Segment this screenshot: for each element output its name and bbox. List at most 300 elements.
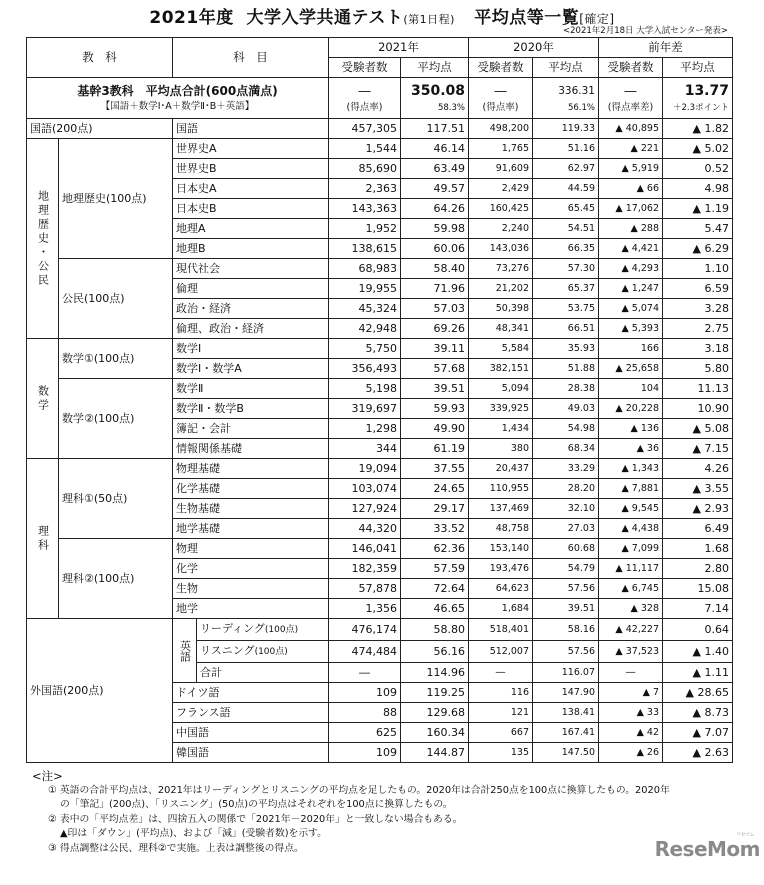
dash: ― — [358, 84, 371, 98]
subject-name: 倫理 — [176, 282, 198, 295]
examinees-2020-cell: 160,425 — [469, 199, 533, 219]
examinees-2020-cell: 5,584 — [469, 339, 533, 359]
examinees-2020-cell: 1,684 — [469, 599, 533, 619]
examinees-diff-cell: ▲ 5,393 — [599, 319, 663, 339]
average-2021-cell: 60.06 — [401, 239, 469, 259]
examinees-2020-cell: 143,036 — [469, 239, 533, 259]
group-chireki-koumin: 地理歴史・公民 — [27, 139, 59, 339]
header-average-2021: 平均点 — [401, 58, 469, 78]
rate-diff-label: (得点率差) — [607, 102, 654, 113]
examinees-diff-cell: ▲ 7 — [599, 683, 663, 703]
header-diff: 前年差 — [599, 38, 733, 58]
group-kokugo: 国語(200点) — [27, 119, 173, 139]
subject-cell — [173, 419, 329, 439]
table-row — [27, 139, 733, 159]
average-diff-cell: ▲ 3.55 — [663, 479, 733, 499]
subject-name: リーディング — [200, 622, 265, 635]
subject-cell — [197, 663, 329, 683]
average-2020-cell: 138.41 — [533, 703, 599, 723]
examinees-diff-cell: ▲ 20,228 — [599, 399, 663, 419]
title-year: 2021年度 — [149, 8, 234, 28]
examinees-diff-cell: ▲ 136 — [599, 419, 663, 439]
table-row — [27, 539, 733, 559]
examinees-2020-cell: 110,955 — [469, 479, 533, 499]
subject-name: 中国語 — [176, 726, 209, 739]
examinees-2021-cell: 344 — [329, 439, 401, 459]
examinees-2021-cell: 68,983 — [329, 259, 401, 279]
header-examinees-diff: 受験者数 — [599, 58, 663, 78]
examinees-diff-cell: ▲ 66 — [599, 179, 663, 199]
examinees-2020-cell: 2,429 — [469, 179, 533, 199]
notes — [32, 769, 670, 856]
subject-name: 数学Ⅱ・数学B — [176, 402, 244, 415]
average-diff-cell: 1.10 — [663, 259, 733, 279]
examinees-2020-cell: 518,401 — [469, 619, 533, 641]
subject-name: 化学 — [176, 562, 198, 575]
subject-name: ドイツ語 — [176, 686, 220, 699]
average-2020-cell: 27.03 — [533, 519, 599, 539]
kikan-avg-2021 — [401, 78, 469, 119]
average-2021-cell: 49.57 — [401, 179, 469, 199]
examinees-diff-cell: ▲ 17,062 — [599, 199, 663, 219]
title-day: (第1日程) — [403, 13, 455, 26]
subject-cell — [173, 339, 329, 359]
examinees-2021-cell: 625 — [329, 723, 401, 743]
average-2021-cell: 129.68 — [401, 703, 469, 723]
average-2020-cell: 68.34 — [533, 439, 599, 459]
average-2021-cell: 144.87 — [401, 743, 469, 763]
average-2020-cell: 54.98 — [533, 419, 599, 439]
subject-cell — [173, 199, 329, 219]
note-2b: ▲印は「ダウン」(平均点)、および「減」(受験者数)を示す。 — [60, 828, 327, 839]
subject-cell — [173, 319, 329, 339]
resemom-logo — [654, 832, 760, 861]
subject-cell — [173, 279, 329, 299]
examinees-diff-cell: ▲ 5,074 — [599, 299, 663, 319]
header-average-diff: 平均点 — [663, 58, 733, 78]
average-diff-cell: 15.08 — [663, 579, 733, 599]
header-kamoku: 科 目 — [173, 38, 329, 78]
average-2020-cell: 66.35 — [533, 239, 599, 259]
examinees-2020-cell: 137,469 — [469, 499, 533, 519]
average-diff-cell: 10.90 — [663, 399, 733, 419]
subject-name: 簿記・会計 — [176, 422, 231, 435]
examinees-diff-cell: ▲ 1,343 — [599, 459, 663, 479]
examinees-diff-cell: ▲ 37,523 — [599, 641, 663, 663]
subject-name: リスニング — [200, 644, 255, 657]
average-2020-cell: 62.97 — [533, 159, 599, 179]
average-2021-cell: 46.65 — [401, 599, 469, 619]
average-2020-cell: 147.90 — [533, 683, 599, 703]
title-sub: 平均点等一覧 — [474, 8, 580, 28]
average-2021-cell: 117.51 — [401, 119, 469, 139]
rate-label: (得点率) — [482, 102, 519, 113]
average-2021-cell: 59.93 — [401, 399, 469, 419]
subject-cell — [173, 359, 329, 379]
header-kyoka: 教 科 — [27, 38, 173, 78]
average-2020-cell: 35.93 — [533, 339, 599, 359]
examinees-2021-cell: 1,298 — [329, 419, 401, 439]
subject-name: 数学Ⅰ — [176, 342, 202, 355]
average-diff-cell: 1.68 — [663, 539, 733, 559]
subject-cell — [173, 703, 329, 723]
subject-cell — [173, 599, 329, 619]
subject-cell — [173, 399, 329, 419]
examinees-2021-cell: 42,948 — [329, 319, 401, 339]
average-2021-cell: 56.16 — [401, 641, 469, 663]
subject-cell — [173, 259, 329, 279]
header-row-1 — [27, 38, 733, 58]
average-2020-cell: 57.56 — [533, 641, 599, 663]
subject-name: 世界史B — [176, 162, 217, 175]
examinees-diff-cell: ▲ 11,117 — [599, 559, 663, 579]
average-2020-cell: 49.03 — [533, 399, 599, 419]
subject-name: フランス語 — [176, 706, 231, 719]
average-2020-cell: 54.51 — [533, 219, 599, 239]
table-row — [27, 339, 733, 359]
table-row — [27, 459, 733, 479]
average-2020-cell: 147.50 — [533, 743, 599, 763]
examinees-2020-cell: 73,276 — [469, 259, 533, 279]
examinees-2021-cell: ― — [329, 663, 401, 683]
title-main: 大学入学共通テスト — [246, 8, 404, 28]
examinees-diff-cell: ― — [599, 663, 663, 683]
average-2021-cell: 57.03 — [401, 299, 469, 319]
examinees-diff-cell: ▲ 25,658 — [599, 359, 663, 379]
average-diff-cell: 0.52 — [663, 159, 733, 179]
kikan-examinees-2021 — [329, 78, 401, 119]
examinees-2020-cell: 20,437 — [469, 459, 533, 479]
examinees-2021-cell: 5,750 — [329, 339, 401, 359]
examinees-diff-cell: ▲ 9,545 — [599, 499, 663, 519]
examinees-diff-cell: ▲ 36 — [599, 439, 663, 459]
group-koumin: 公民(100点) — [59, 259, 173, 339]
examinees-2021-cell: 146,041 — [329, 539, 401, 559]
average-diff-cell: 7.14 — [663, 599, 733, 619]
kikan-rate-2020: 56.1% — [567, 103, 595, 113]
examinees-2021-cell: 19,094 — [329, 459, 401, 479]
note-3: ③ 得点調整は公民、理科②で実施。上表は調整後の得点。 — [48, 842, 304, 854]
examinees-diff-cell: ▲ 33 — [599, 703, 663, 723]
subject-name: 物理 — [176, 542, 198, 555]
average-diff-cell: ▲ 2.63 — [663, 743, 733, 763]
average-2020-cell: 51.16 — [533, 139, 599, 159]
table-row — [27, 619, 733, 641]
kikan-avg-diff-value: 13.77 — [684, 83, 729, 99]
average-2021-cell: 71.96 — [401, 279, 469, 299]
subject-cell — [173, 139, 329, 159]
average-diff-cell: ▲ 8.73 — [663, 703, 733, 723]
logo-ruby: リセマム — [736, 832, 754, 838]
average-2021-cell: 37.55 — [401, 459, 469, 479]
average-2020-cell: 28.38 — [533, 379, 599, 399]
average-diff-cell: ▲ 1.40 — [663, 641, 733, 663]
average-score-table — [26, 37, 733, 763]
subject-name: 合計 — [200, 666, 222, 679]
examinees-2021-cell: 356,493 — [329, 359, 401, 379]
header-average-2020: 平均点 — [533, 58, 599, 78]
group-rika1: 理科①(50点) — [59, 459, 173, 539]
average-2020-cell: 119.33 — [533, 119, 599, 139]
subject-name: 日本史A — [176, 182, 217, 195]
average-2021-cell: 24.65 — [401, 479, 469, 499]
dash: ― — [624, 84, 637, 98]
average-2021-cell: 62.36 — [401, 539, 469, 559]
examinees-2020-cell: 1,765 — [469, 139, 533, 159]
examinees-2021-cell: 476,174 — [329, 619, 401, 641]
examinees-2021-cell: 182,359 — [329, 559, 401, 579]
subject-cell — [173, 559, 329, 579]
note-2a: ② 表中の「平均点差」は、四捨五入の関係で「2021年－2020年」と一致しない場合もある。 — [48, 813, 463, 825]
header-examinees-2021: 受験者数 — [329, 58, 401, 78]
examinees-2020-cell: 21,202 — [469, 279, 533, 299]
average-2020-cell: 44.59 — [533, 179, 599, 199]
average-diff-cell: 6.49 — [663, 519, 733, 539]
average-diff-cell: 2.80 — [663, 559, 733, 579]
average-diff-cell: 3.28 — [663, 299, 733, 319]
average-diff-cell: ▲ 5.08 — [663, 419, 733, 439]
examinees-diff-cell: 166 — [599, 339, 663, 359]
group-chireki: 地理歴史(100点) — [59, 139, 173, 259]
average-2020-cell: 54.79 — [533, 559, 599, 579]
average-diff-cell: ▲ 7.15 — [663, 439, 733, 459]
subject-name: 国語 — [176, 122, 198, 135]
examinees-2021-cell: 45,324 — [329, 299, 401, 319]
average-2020-cell: 51.88 — [533, 359, 599, 379]
subject-name: 数学Ⅱ — [176, 382, 204, 395]
examinees-2021-cell: 143,363 — [329, 199, 401, 219]
average-2020-cell: 167.41 — [533, 723, 599, 743]
average-2021-cell: 39.11 — [401, 339, 469, 359]
group-rika: 理科 — [27, 459, 59, 619]
examinees-diff-cell: ▲ 42,227 — [599, 619, 663, 641]
examinees-2021-cell: 85,690 — [329, 159, 401, 179]
examinees-2020-cell: 121 — [469, 703, 533, 723]
average-diff-cell: 5.47 — [663, 219, 733, 239]
average-2021-cell: 64.26 — [401, 199, 469, 219]
examinees-2020-cell: 2,240 — [469, 219, 533, 239]
examinees-2020-cell: 91,609 — [469, 159, 533, 179]
average-2021-cell: 49.90 — [401, 419, 469, 439]
examinees-diff-cell: ▲ 328 — [599, 599, 663, 619]
subject-cell — [173, 239, 329, 259]
subject-name: 現代社会 — [176, 262, 220, 275]
examinees-diff-cell: ▲ 7,881 — [599, 479, 663, 499]
subject-name: 化学基礎 — [176, 482, 220, 495]
group-sugaku2: 数学②(100点) — [59, 379, 173, 459]
average-2020-cell: 53.75 — [533, 299, 599, 319]
subject-name: 日本史B — [176, 202, 217, 215]
average-2020-cell: 65.37 — [533, 279, 599, 299]
examinees-diff-cell: ▲ 288 — [599, 219, 663, 239]
examinees-diff-cell: ▲ 6,745 — [599, 579, 663, 599]
average-2020-cell: 116.07 — [533, 663, 599, 683]
average-diff-cell: ▲ 1.11 — [663, 663, 733, 683]
average-2020-cell: 58.16 — [533, 619, 599, 641]
subject-points: (100点) — [254, 647, 288, 657]
examinees-2021-cell: 474,484 — [329, 641, 401, 663]
examinees-2020-cell: 498,200 — [469, 119, 533, 139]
note-1a: ① 英語の合計平均点は、2021年はリーディングとリスニングの平均点を足したもの。2020年は合計250点を100点に換算したもの。2020年 — [48, 784, 670, 796]
subject-name: 政治・経済 — [176, 302, 231, 315]
average-2021-cell: 39.51 — [401, 379, 469, 399]
examinees-diff-cell: 104 — [599, 379, 663, 399]
subject-name: 地学基礎 — [176, 522, 220, 535]
average-diff-cell: ▲ 1.19 — [663, 199, 733, 219]
examinees-2020-cell: 64,623 — [469, 579, 533, 599]
examinees-2020-cell: 135 — [469, 743, 533, 763]
examinees-diff-cell: ▲ 26 — [599, 743, 663, 763]
table-row — [27, 119, 733, 139]
average-diff-cell: 11.13 — [663, 379, 733, 399]
average-2021-cell: 119.25 — [401, 683, 469, 703]
examinees-2020-cell: 153,140 — [469, 539, 533, 559]
average-2021-cell: 57.68 — [401, 359, 469, 379]
subject-cell — [173, 219, 329, 239]
average-2020-cell: 60.68 — [533, 539, 599, 559]
examinees-2021-cell: 103,074 — [329, 479, 401, 499]
average-diff-cell: 3.18 — [663, 339, 733, 359]
subject-name: 地学 — [176, 602, 198, 615]
examinees-diff-cell: ▲ 1,247 — [599, 279, 663, 299]
examinees-diff-cell: ▲ 40,895 — [599, 119, 663, 139]
subject-name: 情報関係基礎 — [176, 442, 242, 455]
examinees-diff-cell: ▲ 42 — [599, 723, 663, 743]
examinees-2020-cell: 512,007 — [469, 641, 533, 663]
examinees-2021-cell: 138,615 — [329, 239, 401, 259]
average-diff-cell: ▲ 1.82 — [663, 119, 733, 139]
source-note: <2021年2月18日 大学入試センター発表> — [563, 26, 728, 36]
examinees-2021-cell: 1,952 — [329, 219, 401, 239]
examinees-2020-cell: 50,398 — [469, 299, 533, 319]
average-diff-cell: ▲ 2.93 — [663, 499, 733, 519]
dash: ― — [494, 84, 507, 98]
average-2021-cell: 58.80 — [401, 619, 469, 641]
average-diff-cell: 6.59 — [663, 279, 733, 299]
examinees-2021-cell: 1,544 — [329, 139, 401, 159]
average-2020-cell: 57.30 — [533, 259, 599, 279]
average-diff-cell: 2.75 — [663, 319, 733, 339]
kikan-examinees-diff — [599, 78, 663, 119]
header-examinees-2020: 受験者数 — [469, 58, 533, 78]
examinees-diff-cell: ▲ 4,293 — [599, 259, 663, 279]
examinees-2020-cell: 116 — [469, 683, 533, 703]
average-diff-cell: ▲ 6.29 — [663, 239, 733, 259]
kikan-row — [27, 78, 733, 119]
examinees-2021-cell: 319,697 — [329, 399, 401, 419]
group-sugaku1: 数学①(100点) — [59, 339, 173, 379]
header-2020: 2020年 — [469, 38, 599, 58]
average-diff-cell: ▲ 28.65 — [663, 683, 733, 703]
average-2020-cell: 32.10 — [533, 499, 599, 519]
examinees-2021-cell: 127,924 — [329, 499, 401, 519]
average-2021-cell: 57.59 — [401, 559, 469, 579]
subject-cell — [173, 159, 329, 179]
subject-name: 世界史A — [176, 142, 217, 155]
group-rika2: 理科②(100点) — [59, 539, 173, 619]
kikan-subtitle: 【国語＋数学Ⅰ･A＋数学Ⅱ･B＋英語】 — [100, 101, 255, 112]
table-row — [27, 379, 733, 399]
subject-name: 地理A — [176, 222, 206, 235]
average-2021-cell: 72.64 — [401, 579, 469, 599]
subject-cell — [173, 439, 329, 459]
subject-name: 韓国語 — [176, 746, 209, 759]
subject-cell — [197, 619, 329, 641]
average-2021-cell: 58.40 — [401, 259, 469, 279]
average-diff-cell: 4.26 — [663, 459, 733, 479]
note-1b: の「筆記」(200点)、「リスニング」(50点)の平均点はそれぞれを100点に換算したもの。 — [60, 799, 453, 810]
average-2021-cell: 59.98 — [401, 219, 469, 239]
subject-cell — [173, 299, 329, 319]
group-gaikokugo: 外国語(200点) — [27, 619, 173, 763]
examinees-2021-cell: 5,198 — [329, 379, 401, 399]
average-2021-cell: 29.17 — [401, 499, 469, 519]
subject-cell — [173, 579, 329, 599]
kikan-avg-2021-value: 350.08 — [410, 83, 465, 99]
examinees-2020-cell: 1,434 — [469, 419, 533, 439]
average-2021-cell: 46.14 — [401, 139, 469, 159]
examinees-diff-cell: ▲ 4,438 — [599, 519, 663, 539]
kikan-avg-2020-value: 336.31 — [558, 85, 595, 97]
subject-name: 地理B — [176, 242, 206, 255]
group-eigo: 英語 — [173, 619, 197, 683]
examinees-2021-cell: 19,955 — [329, 279, 401, 299]
examinees-2020-cell: ― — [469, 663, 533, 683]
kikan-title: 基幹3教科 平均点合計(600点満点) — [77, 84, 278, 98]
examinees-2020-cell: 193,476 — [469, 559, 533, 579]
examinees-diff-cell: ▲ 221 — [599, 139, 663, 159]
kikan-examinees-2020 — [469, 78, 533, 119]
examinees-diff-cell: ▲ 5,919 — [599, 159, 663, 179]
average-2020-cell: 39.51 — [533, 599, 599, 619]
average-diff-cell: 5.80 — [663, 359, 733, 379]
kikan-rate-diff: ＋2.3ポイント — [672, 103, 729, 113]
average-2020-cell: 28.20 — [533, 479, 599, 499]
kikan-avg-diff — [663, 78, 733, 119]
kikan-rate-2021: 58.3% — [437, 103, 465, 113]
examinees-2021-cell: 109 — [329, 743, 401, 763]
examinees-2020-cell: 48,341 — [469, 319, 533, 339]
average-diff-cell: 4.98 — [663, 179, 733, 199]
rate-label: (得点率) — [346, 102, 383, 113]
average-2021-cell: 33.52 — [401, 519, 469, 539]
average-2021-cell: 61.19 — [401, 439, 469, 459]
average-diff-cell: 0.64 — [663, 619, 733, 641]
group-sugaku: 数学 — [27, 339, 59, 459]
subject-cell — [173, 683, 329, 703]
examinees-2020-cell: 339,925 — [469, 399, 533, 419]
title-status: [確定] — [579, 12, 615, 26]
kikan-avg-2020 — [533, 78, 599, 119]
examinees-2021-cell: 2,363 — [329, 179, 401, 199]
subject-name: 生物基礎 — [176, 502, 220, 515]
subject-cell — [197, 641, 329, 663]
average-2020-cell: 65.45 — [533, 199, 599, 219]
examinees-2021-cell: 457,305 — [329, 119, 401, 139]
average-2020-cell: 66.51 — [533, 319, 599, 339]
subject-cell — [173, 743, 329, 763]
subject-name: 生物 — [176, 582, 198, 595]
average-2021-cell: 160.34 — [401, 723, 469, 743]
logo-text: ReseMom — [654, 837, 760, 861]
kikan-label — [27, 78, 329, 119]
subject-cell — [173, 539, 329, 559]
subject-cell — [173, 459, 329, 479]
average-2020-cell: 57.56 — [533, 579, 599, 599]
average-2020-cell: 33.29 — [533, 459, 599, 479]
subject-cell — [173, 119, 329, 139]
subject-name: 倫理、政治・経済 — [176, 322, 264, 335]
